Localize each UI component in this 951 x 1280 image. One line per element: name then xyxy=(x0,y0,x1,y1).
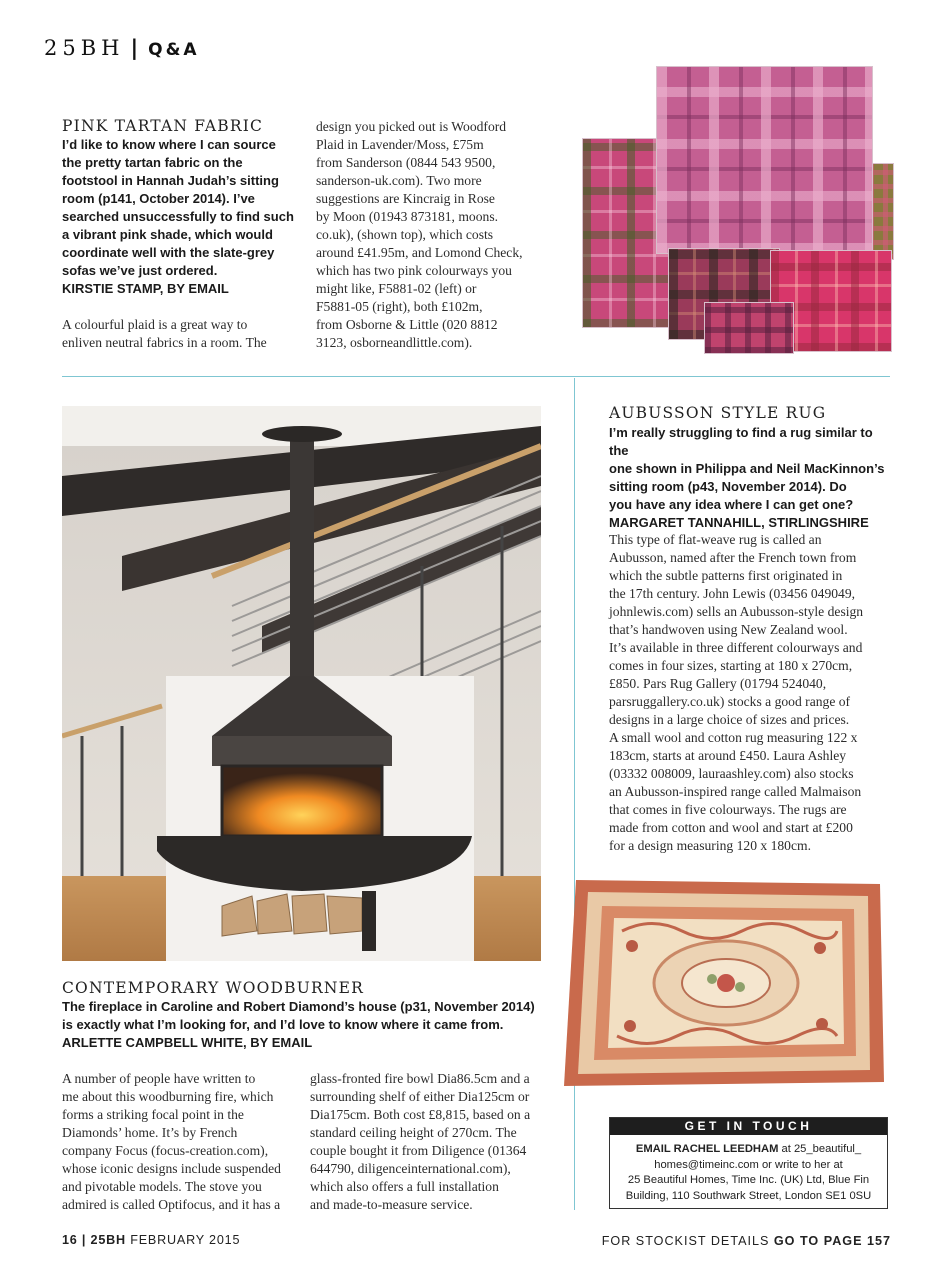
answer-line: comes in four sizes, starting at 180 x 270cm, xyxy=(609,658,853,673)
answer-line: enliven neutral fabrics in a room. The xyxy=(62,335,267,350)
pink-tartan-answer-col2 xyxy=(316,118,566,352)
answer-line: Aubusson, named after the French town from xyxy=(609,550,857,565)
answer-line: me about this woodburning fire, which xyxy=(62,1089,274,1104)
email-line2: homes@timeinc.com or write to her at xyxy=(654,1158,843,1171)
woodburner-answer-col2 xyxy=(310,1070,568,1214)
question-line: the pretty tartan fabric on the xyxy=(62,155,243,170)
answer-line: whose iconic designs include suspended xyxy=(62,1161,281,1176)
footer-date: FEBRUARY 2015 xyxy=(125,1233,241,1247)
aubusson-answer xyxy=(609,531,894,855)
get-in-touch-text xyxy=(616,1142,881,1204)
answer-line: company Focus (focus-creation.com), xyxy=(62,1143,269,1158)
answer-line: which also offers a full installation xyxy=(310,1179,499,1194)
answer-line: forms a striking focal point in the xyxy=(62,1107,244,1122)
question-line: coordinate well with the slate-grey xyxy=(62,245,275,260)
pink-tartan-answer-col1 xyxy=(62,316,307,352)
answer-line: made from cotton and wool and start at £200 xyxy=(609,820,853,835)
aubusson-question xyxy=(609,424,894,532)
horizontal-divider xyxy=(62,376,890,377)
answer-line: and made-to-measure service. xyxy=(310,1197,473,1212)
woodburner-answer-col1 xyxy=(62,1070,307,1214)
answer-line: an Aubusson-inspired range called Malmaison xyxy=(609,784,862,799)
answer-line: 644790, diligenceinternational.com), xyxy=(310,1161,511,1176)
stockist-prefix: FOR STOCKIST DETAILS xyxy=(601,1234,774,1248)
answer-line: which has two pink colourways you xyxy=(316,263,512,278)
footer-stockist xyxy=(602,1234,891,1248)
question-line: one shown in Philippa and Neil MacKinnon’s xyxy=(609,461,885,476)
question-line: is exactly what I’m looking for, and I’d love to know where it came from. xyxy=(62,1017,504,1032)
answer-line: might like, F5881-02 (left) or xyxy=(316,281,477,296)
question-line: I’d like to know where I can source xyxy=(62,137,276,152)
answer-line: Dia175cm. Both cost £8,815, based on a xyxy=(310,1107,531,1122)
address-line1: 25 Beautiful Homes, Time Inc. (UK) Ltd, Blue Fin xyxy=(627,1174,870,1186)
answer-line: £850. Pars Rug Gallery (01794 524040, xyxy=(609,676,827,691)
answer-line: surrounding shelf of either Dia125cm or xyxy=(310,1089,530,1104)
get-in-touch-title: GET IN TOUCH xyxy=(610,1118,887,1135)
tartan-swatch-bottom xyxy=(704,302,794,354)
asker-name: KIRSTIE STAMP, BY EMAIL xyxy=(62,281,229,296)
footer-brand: 25BH xyxy=(90,1233,126,1247)
masthead-separator: | xyxy=(130,36,143,60)
answer-line: It’s available in three different colourways and xyxy=(609,640,863,655)
masthead xyxy=(44,36,200,61)
asker-name: MARGARET TANNAHILL, STIRLINGSHIRE xyxy=(609,515,869,530)
answer-line: for a design measuring 120 x 180cm. xyxy=(609,838,811,853)
footer-folio xyxy=(62,1233,240,1247)
answer-line: which the subtle patterns first originated in xyxy=(609,568,843,583)
question-line: room (p141, October 2014). I’ve xyxy=(62,191,255,206)
answer-line: by Moon (01943 873181, moons. xyxy=(316,209,499,224)
answer-line: 3123, osborneandlittle.com). xyxy=(316,335,473,350)
answer-line: suggestions are Kincraig in Rose xyxy=(316,191,495,206)
address-line2: Building, 110 Southwark Street, London SE1 0SU xyxy=(625,1189,872,1202)
tartan-swatch-top xyxy=(656,66,873,254)
asker-name: ARLETTE CAMPBELL WHITE, BY EMAIL xyxy=(62,1035,313,1050)
answer-line: from Sanderson (0844 543 9500, xyxy=(316,155,496,170)
answer-line: Plaid in Lavender/Moss, £75m xyxy=(316,137,484,152)
answer-line: A colourful plaid is a great way to xyxy=(62,317,248,332)
woodburner-question xyxy=(62,998,572,1052)
answer-line: design you picked out is Woodford xyxy=(316,119,507,134)
answer-line: co.uk), (shown top), which costs xyxy=(316,227,494,242)
answer-line: designs in a large choice of sizes and prices. xyxy=(609,712,850,727)
woodburner-photo xyxy=(62,406,541,961)
footer-separator: | xyxy=(77,1233,91,1247)
answer-line: sanderson-uk.com). Two more xyxy=(316,173,482,188)
answer-line: glass-fronted fire bowl Dia86.5cm and a xyxy=(310,1071,530,1086)
question-line: footstool in Hannah Judah’s sitting xyxy=(62,173,279,188)
answer-line: A small wool and cotton rug measuring 122 x xyxy=(609,730,858,745)
answer-line: couple bought it from Diligence (01364 xyxy=(310,1143,527,1158)
question-line: a vibrant pink shade, which would xyxy=(62,227,273,242)
pink-tartan-heading: PINK TARTAN FABRIC xyxy=(62,117,264,135)
masthead-brand: 25BH xyxy=(44,36,125,60)
question-line: I’m really struggling to find a rug similar to the xyxy=(609,425,873,458)
stockist-page-link: GO TO PAGE 157 xyxy=(773,1234,891,1248)
email-label: EMAIL RACHEL LEEDHAM xyxy=(635,1143,779,1155)
question-line: you have any idea where I can get one? xyxy=(609,497,854,512)
masthead-section: Q&A xyxy=(148,40,200,60)
answer-line: 183cm, starts at around £450. Laura Ashley xyxy=(609,748,847,763)
answer-line: the 17th century. John Lewis (03456 049049, xyxy=(609,586,856,601)
answer-line: johnlewis.com) sells an Aubusson-style design xyxy=(609,604,864,619)
answer-line: that’s handwoven using New Zealand wool. xyxy=(609,622,848,637)
answer-line: (03332 008009, lauraashley.com) also stocks xyxy=(609,766,854,781)
answer-line: A number of people have written to xyxy=(62,1071,256,1086)
email-line1: at 25_beautiful_ xyxy=(778,1143,862,1155)
aubusson-rug-image xyxy=(562,876,886,1088)
woodburner-heading: CONTEMPORARY WOODBURNER xyxy=(62,979,365,997)
pink-tartan-question xyxy=(62,136,307,298)
answer-line: from Osborne & Little (020 8812 xyxy=(316,317,498,332)
aubusson-heading: AUBUSSON STYLE RUG xyxy=(609,404,827,422)
answer-line: parsruggallery.co.uk) stocks a good range of xyxy=(609,694,851,709)
question-line: searched unsuccessfully to find such xyxy=(62,209,294,224)
answer-line: and pivotable models. The stove you xyxy=(62,1179,262,1194)
get-in-touch-box xyxy=(609,1117,888,1209)
question-line: The fireplace in Caroline and Robert Diamond’s house (p31, November 2014) xyxy=(62,999,535,1014)
answer-line: admired is called Optifocus, and it has a xyxy=(62,1197,281,1212)
answer-line: around £41.95m, and Lomond Check, xyxy=(316,245,523,260)
question-line: sitting room (p43, November 2014). Do xyxy=(609,479,847,494)
answer-line: Diamonds’ home. It’s by French xyxy=(62,1125,238,1140)
answer-line: F5881-05 (right), both £102m, xyxy=(316,299,483,314)
answer-line: standard ceiling height of 270cm. The xyxy=(310,1125,517,1140)
answer-line: that comes in five colourways. The rugs are xyxy=(609,802,847,817)
question-line: sofas we’ve just ordered. xyxy=(62,263,218,278)
page-number: 16 xyxy=(62,1233,78,1247)
answer-line: This type of flat-weave rug is called an xyxy=(609,532,822,547)
